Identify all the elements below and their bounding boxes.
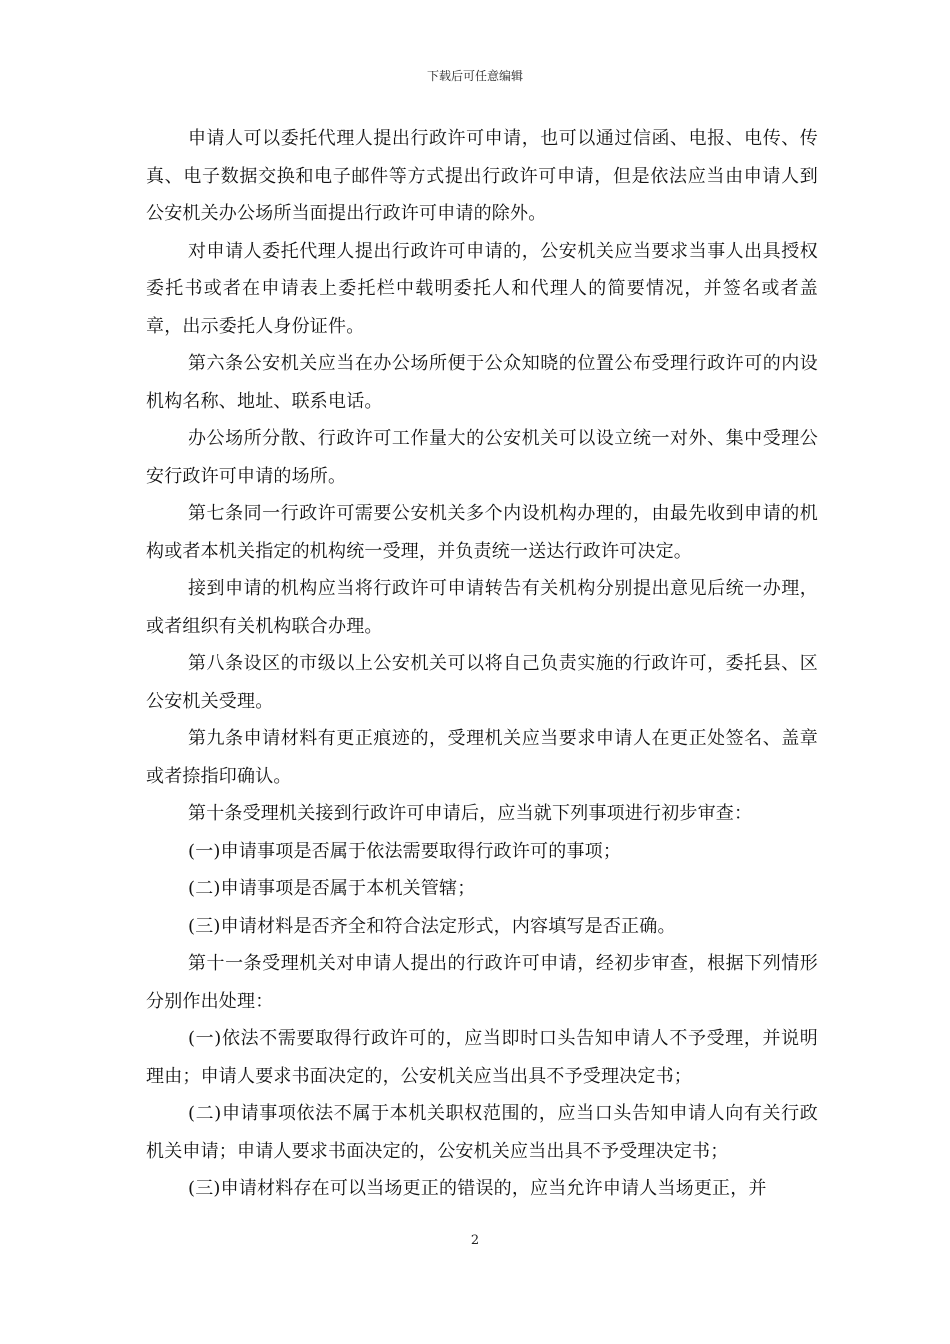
- page-header: 下载后可任意编辑: [426, 69, 523, 83]
- paragraph-8: 第九条申请材料有更正痕迹的，受理机关应当要求申请人在更正处签名、盖章或者捺指印确认。: [146, 728, 818, 787]
- paragraph-13: 第十一条受理机关对申请人提出的行政许可申请，经初步审查，根据下列情形分别作出处理：: [146, 953, 818, 1012]
- page-number: 2: [470, 1233, 480, 1248]
- paragraph-9: 第十条受理机关接到行政许可申请后，应当就下列事项进行初步审查：: [188, 803, 753, 824]
- paragraph-16: (三)申请材料存在可以当场更正的错误的，应当允许申请人当场更正，并: [188, 1178, 767, 1199]
- paragraph-2: 对申请人委托代理人提出行政许可申请的，公安机关应当要求当事人出具授权委托书或者在申请表上委托栏中载明委托人和代理人的简要情况，并签名或者盖章，出示委托人身份证件。: [146, 240, 818, 337]
- paragraph-6: 接到申请的机构应当将行政许可申请转告有关机构分别提出意见后统一办理，或者组织有关机构联合办理。: [146, 578, 818, 637]
- paragraph-15: (二)申请事项依法不属于本机关职权范围的，应当口头告知申请人向有关行政机关申请；申请人要求书面决定的，公安机关应当出具不予受理决定书；: [146, 1103, 818, 1162]
- paragraph-11: (二)申请事项是否属于本机关管辖；: [188, 878, 476, 899]
- paragraph-3: 第六条公安机关应当在办公场所便于公众知晓的位置公布受理行政许可的内设机构名称、地址、联系电话。: [146, 353, 818, 412]
- paragraph-14: (一)依法不需要取得行政许可的，应当即时口头告知申请人不予受理，并说明理由；申请人要求书面决定的，公安机关应当出具不予受理决定书；: [146, 1028, 818, 1087]
- paragraph-4: 办公场所分散、行政许可工作量大的公安机关可以设立统一对外、集中受理公安行政许可申请的场所。: [146, 428, 818, 487]
- paragraph-5: 第七条同一行政许可需要公安机关多个内设机构办理的，由最先收到申请的机构或者本机关指定的机构统一受理，并负责统一送达行政许可决定。: [146, 503, 818, 562]
- document-body: [146, 120, 818, 1208]
- paragraph-1: 申请人可以委托代理人提出行政许可申请，也可以通过信函、电报、电传、传真、电子数据交换和电子邮件等方式提出行政许可申请，但是依法应当由申请人到公安机关办公场所当面提出行政许可申请的除外。: [146, 128, 818, 224]
- paragraph-7: 第八条设区的市级以上公安机关可以将自己负责实施的行政许可，委托县、区公安机关受理。: [146, 653, 818, 712]
- paragraph-12: (三)申请材料是否齐全和符合法定形式，内容填写是否正确。: [188, 915, 676, 937]
- paragraph-10: (一)申请事项是否属于依法需要取得行政许可的事项；: [188, 840, 622, 862]
